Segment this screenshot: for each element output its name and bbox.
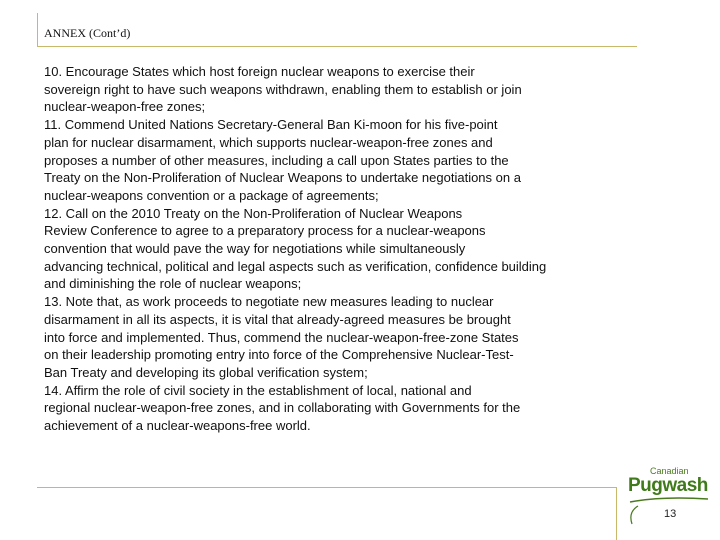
- text-line: Treaty on the Non-Proliferation of Nuclear Weapons to undertake negotiations on a: [44, 170, 521, 186]
- text-line: 11. Commend United Nations Secretary-General Ban Ki-moon for his five-point: [44, 117, 498, 133]
- text-line: plan for nuclear disarmament, which supports nuclear-weapon-free zones and: [44, 134, 493, 150]
- text-line: regional nuclear-weapon-free zones, and in collaborating with Governments for the: [44, 400, 521, 416]
- annex-body: [44, 63, 644, 435]
- text-line: 10. Encourage States which host foreign nuclear weapons to exercise their: [44, 64, 475, 79]
- text-line: convention that would pave the way for negotiations while simultaneously: [44, 241, 466, 257]
- top-vertical-rule: [37, 13, 38, 47]
- text-line: disarmament in all its aspects, it is vital that already-agreed measures be brought: [44, 311, 511, 327]
- slide-heading: ANNEX (Cont’d): [44, 26, 131, 40]
- text-line: Review Conference to agree to a preparatory process for a nuclear-weapons: [44, 223, 486, 239]
- bottom-vertical-rule: [616, 487, 617, 540]
- text-line: sovereign right to have such weapons withdrawn, enabling them to establish or join: [44, 81, 522, 97]
- logo-swoosh-icon: [622, 466, 714, 530]
- text-line: Ban Treaty and developing its global verification system;: [44, 364, 368, 380]
- bottom-horizontal-rule: [37, 487, 617, 488]
- text-line: nuclear-weapon-free zones;: [44, 99, 206, 115]
- text-line: 14. Affirm the role of civil society in the establishment of local, national and: [44, 382, 472, 398]
- text-line: proposes a number of other measures, including a call upon States parties to the: [44, 152, 509, 168]
- page-number: 13: [664, 508, 677, 520]
- text-line: on their leadership promoting entry into force of the Comprehensive Nuclear-Test-: [44, 347, 514, 363]
- text-line: 13. Note that, as work proceeds to negotiate new measures leading to nuclear: [44, 294, 494, 310]
- text-line: achievement of a nuclear-weapons-free world.: [44, 418, 311, 434]
- canadian-pugwash-logo: [622, 466, 714, 530]
- text-line: into force and implemented. Thus, commend the nuclear-weapon-free-zone States: [44, 329, 519, 345]
- text-line: nuclear-weapons convention or a package of agreements;: [44, 187, 379, 203]
- top-horizontal-rule: [37, 46, 637, 47]
- logo-big-text: Pugwash: [628, 475, 708, 496]
- text-line: and diminishing the role of nuclear weapons;: [44, 276, 302, 292]
- logo-small-text: Canadian: [650, 466, 689, 476]
- text-line: advancing technical, political and legal aspects such as verification, confidence building: [44, 258, 547, 274]
- text-line: 12. Call on the 2010 Treaty on the Non-Proliferation of Nuclear Weapons: [44, 205, 463, 221]
